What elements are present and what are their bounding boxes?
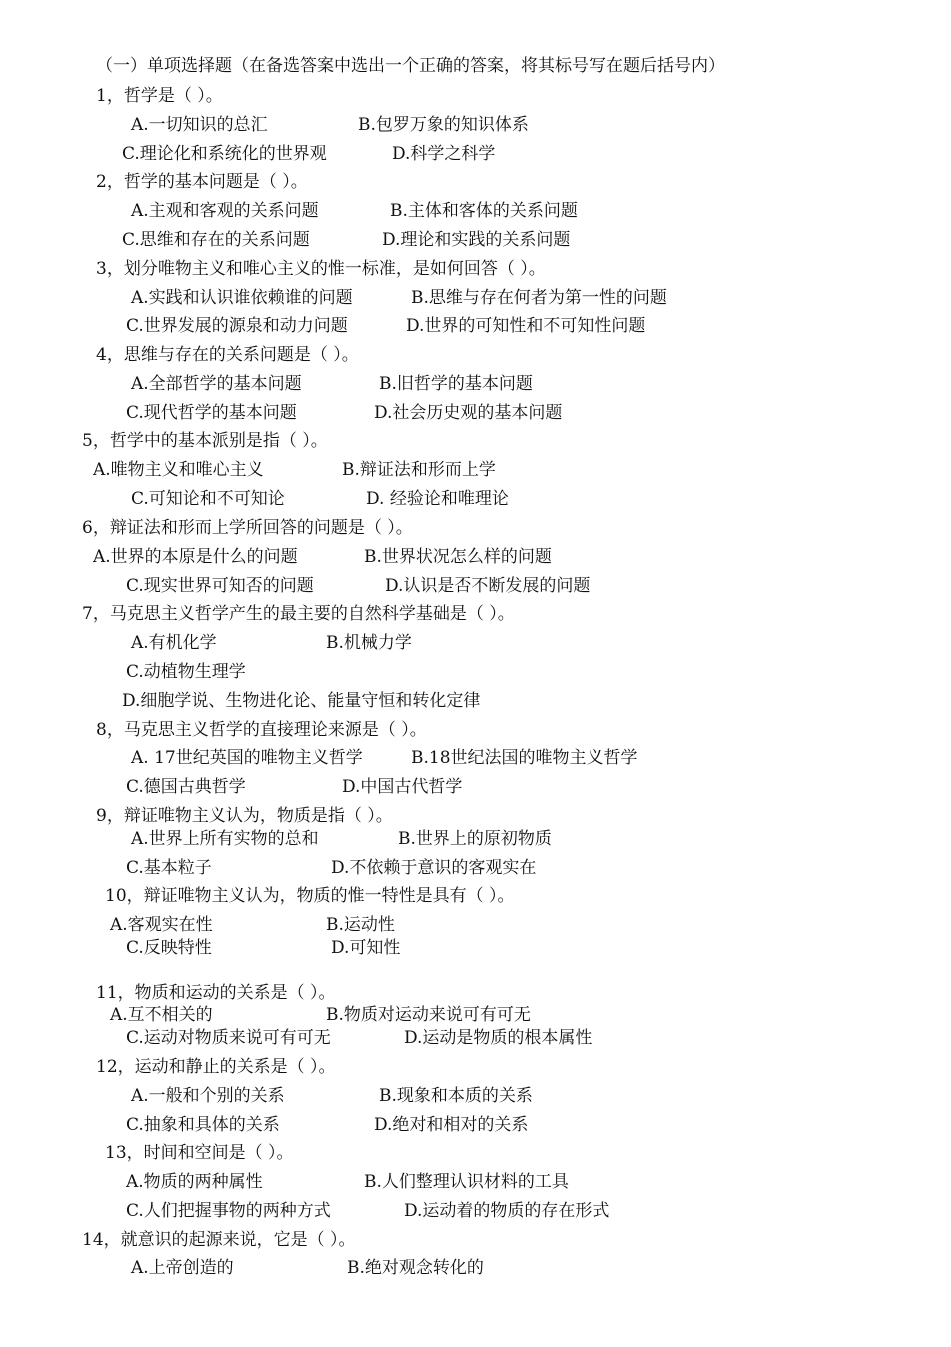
question-7-stem: 7，马克思主义哲学产生的最主要的自然科学基础是（ ）。 (82, 604, 515, 624)
question-10-stem: 10，辩证唯物主义认为，物质的惟一特性是具有（ ）。 (105, 886, 515, 906)
question-3-option-a: A.实践和认识谁依赖谁的问题 (131, 288, 353, 308)
question-13-stem: 13，时间和空间是（ ）。 (105, 1143, 294, 1163)
question-11-option-c: C.运动对物质来说可有可无 (126, 1028, 331, 1048)
question-5-option-c: C.可知论和不可知论 (131, 489, 285, 509)
question-4-option-b: B.旧哲学的基本问题 (379, 374, 533, 394)
question-10-option-b: B.运动性 (326, 915, 395, 935)
question-14-option-a: A.上帝创造的 (131, 1258, 234, 1278)
question-2-option-c: C.思维和存在的关系问题 (122, 230, 310, 250)
question-9-option-a: A.世界上所有实物的总和 (131, 829, 319, 849)
question-11-option-b: B.物质对运动来说可有可无 (326, 1005, 531, 1025)
question-6-option-d: D.认识是否不断发展的问题 (385, 576, 591, 596)
question-5-option-d: D. 经验论和唯理论 (366, 489, 509, 509)
question-2-option-a: A.主观和客观的关系问题 (131, 201, 319, 221)
question-13-option-c: C.人们把握事物的两种方式 (126, 1201, 331, 1221)
question-9-stem: 9，辩证唯物主义认为，物质是指（ ）。 (96, 806, 393, 826)
question-12-option-b: B.现象和本质的关系 (379, 1086, 533, 1106)
question-9-option-b: B.世界上的原初物质 (398, 829, 552, 849)
question-12-option-a: A.一般和个别的关系 (131, 1086, 285, 1106)
question-1-option-c: C.理论化和系统化的世界观 (122, 144, 327, 164)
question-5-option-a: A.唯物主义和唯心主义 (93, 460, 264, 480)
question-12-option-d: D.绝对和相对的关系 (374, 1115, 529, 1135)
section-title: （一）单项选择题（在备选答案中选出一个正确的答案，将其标号写在题后括号内） (96, 56, 725, 76)
question-1-stem: 1，哲学是（ ）。 (96, 86, 223, 106)
question-8-option-b: B.18世纪法国的唯物主义哲学 (411, 748, 638, 768)
question-7-option-b: B.机械力学 (326, 633, 412, 653)
question-14-stem: 14，就意识的起源来说，它是（ ）。 (82, 1230, 356, 1250)
question-14-option-b: B.绝对观念转化的 (347, 1258, 484, 1278)
question-6-stem: 6，辩证法和形而上学所回答的问题是（ ）。 (82, 518, 413, 538)
question-7-option-c: C.动植物生理学 (126, 662, 246, 682)
question-13-option-b: B.人们整理认识材料的工具 (364, 1172, 569, 1192)
question-9-option-c: C.基本粒子 (126, 858, 212, 878)
question-3-stem: 3，划分唯物主义和唯心主义的惟一标准，是如何回答（ ）。 (96, 259, 546, 279)
question-3-option-c: C.世界发展的源泉和动力问题 (126, 316, 348, 336)
question-3-option-b: B.思维与存在何者为第一性的问题 (411, 288, 667, 308)
question-4-option-c: C.现代哲学的基本问题 (126, 403, 297, 423)
question-8-stem: 8，马克思主义哲学的直接理论来源是（ ）。 (96, 720, 427, 740)
question-9-option-d: D.不依赖于意识的客观实在 (331, 858, 537, 878)
question-2-option-d: D.理论和实践的关系问题 (382, 230, 571, 250)
question-5-option-b: B.辩证法和形而上学 (342, 460, 496, 480)
question-1-option-d: D.科学之科学 (392, 144, 496, 164)
question-11-option-d: D.运动是物质的根本属性 (404, 1028, 593, 1048)
question-4-option-d: D.社会历史观的基本问题 (374, 403, 563, 423)
question-12-option-c: C.抽象和具体的关系 (126, 1115, 280, 1135)
question-13-option-a: A.物质的两种属性 (126, 1172, 263, 1192)
question-2-stem: 2，哲学的基本问题是（ ）。 (96, 172, 308, 192)
question-10-option-d: D.可知性 (331, 938, 401, 958)
question-8-option-c: C.德国古典哲学 (126, 777, 246, 797)
question-2-option-b: B.主体和客体的关系问题 (390, 201, 578, 221)
question-10-option-a: A.客观实在性 (110, 915, 213, 935)
question-5-stem: 5，哲学中的基本派别是指（ ）。 (82, 431, 328, 451)
question-1-option-a: A.一切知识的总汇 (131, 115, 268, 135)
question-1-option-b: B.包罗万象的知识体系 (358, 115, 529, 135)
question-12-stem: 12，运动和静止的关系是（ ）。 (96, 1057, 336, 1077)
question-4-option-a: A.全部哲学的基本问题 (131, 374, 302, 394)
question-6-option-a: A.世界的本原是什么的问题 (93, 547, 298, 567)
question-7-option-a: A.有机化学 (131, 633, 217, 653)
question-4-stem: 4，思维与存在的关系问题是（ ）。 (96, 345, 359, 365)
question-6-option-c: C.现实世界可知否的问题 (126, 576, 314, 596)
question-6-option-b: B.世界状况怎么样的问题 (364, 547, 552, 567)
question-7-option-d: D.细胞学说、生物进化论、能量守恒和转化定律 (122, 691, 481, 711)
question-11-option-a: A.互不相关的 (110, 1005, 213, 1025)
question-13-option-d: D.运动着的物质的存在形式 (404, 1201, 610, 1221)
question-11-stem: 11，物质和运动的关系是（ ）。 (96, 983, 336, 1003)
question-3-option-d: D.世界的可知性和不可知性问题 (406, 316, 646, 336)
question-8-option-a: A. 17世纪英国的唯物主义哲学 (131, 748, 363, 768)
question-8-option-d: D.中国古代哲学 (342, 777, 463, 797)
question-10-option-c: C.反映特性 (126, 938, 212, 958)
